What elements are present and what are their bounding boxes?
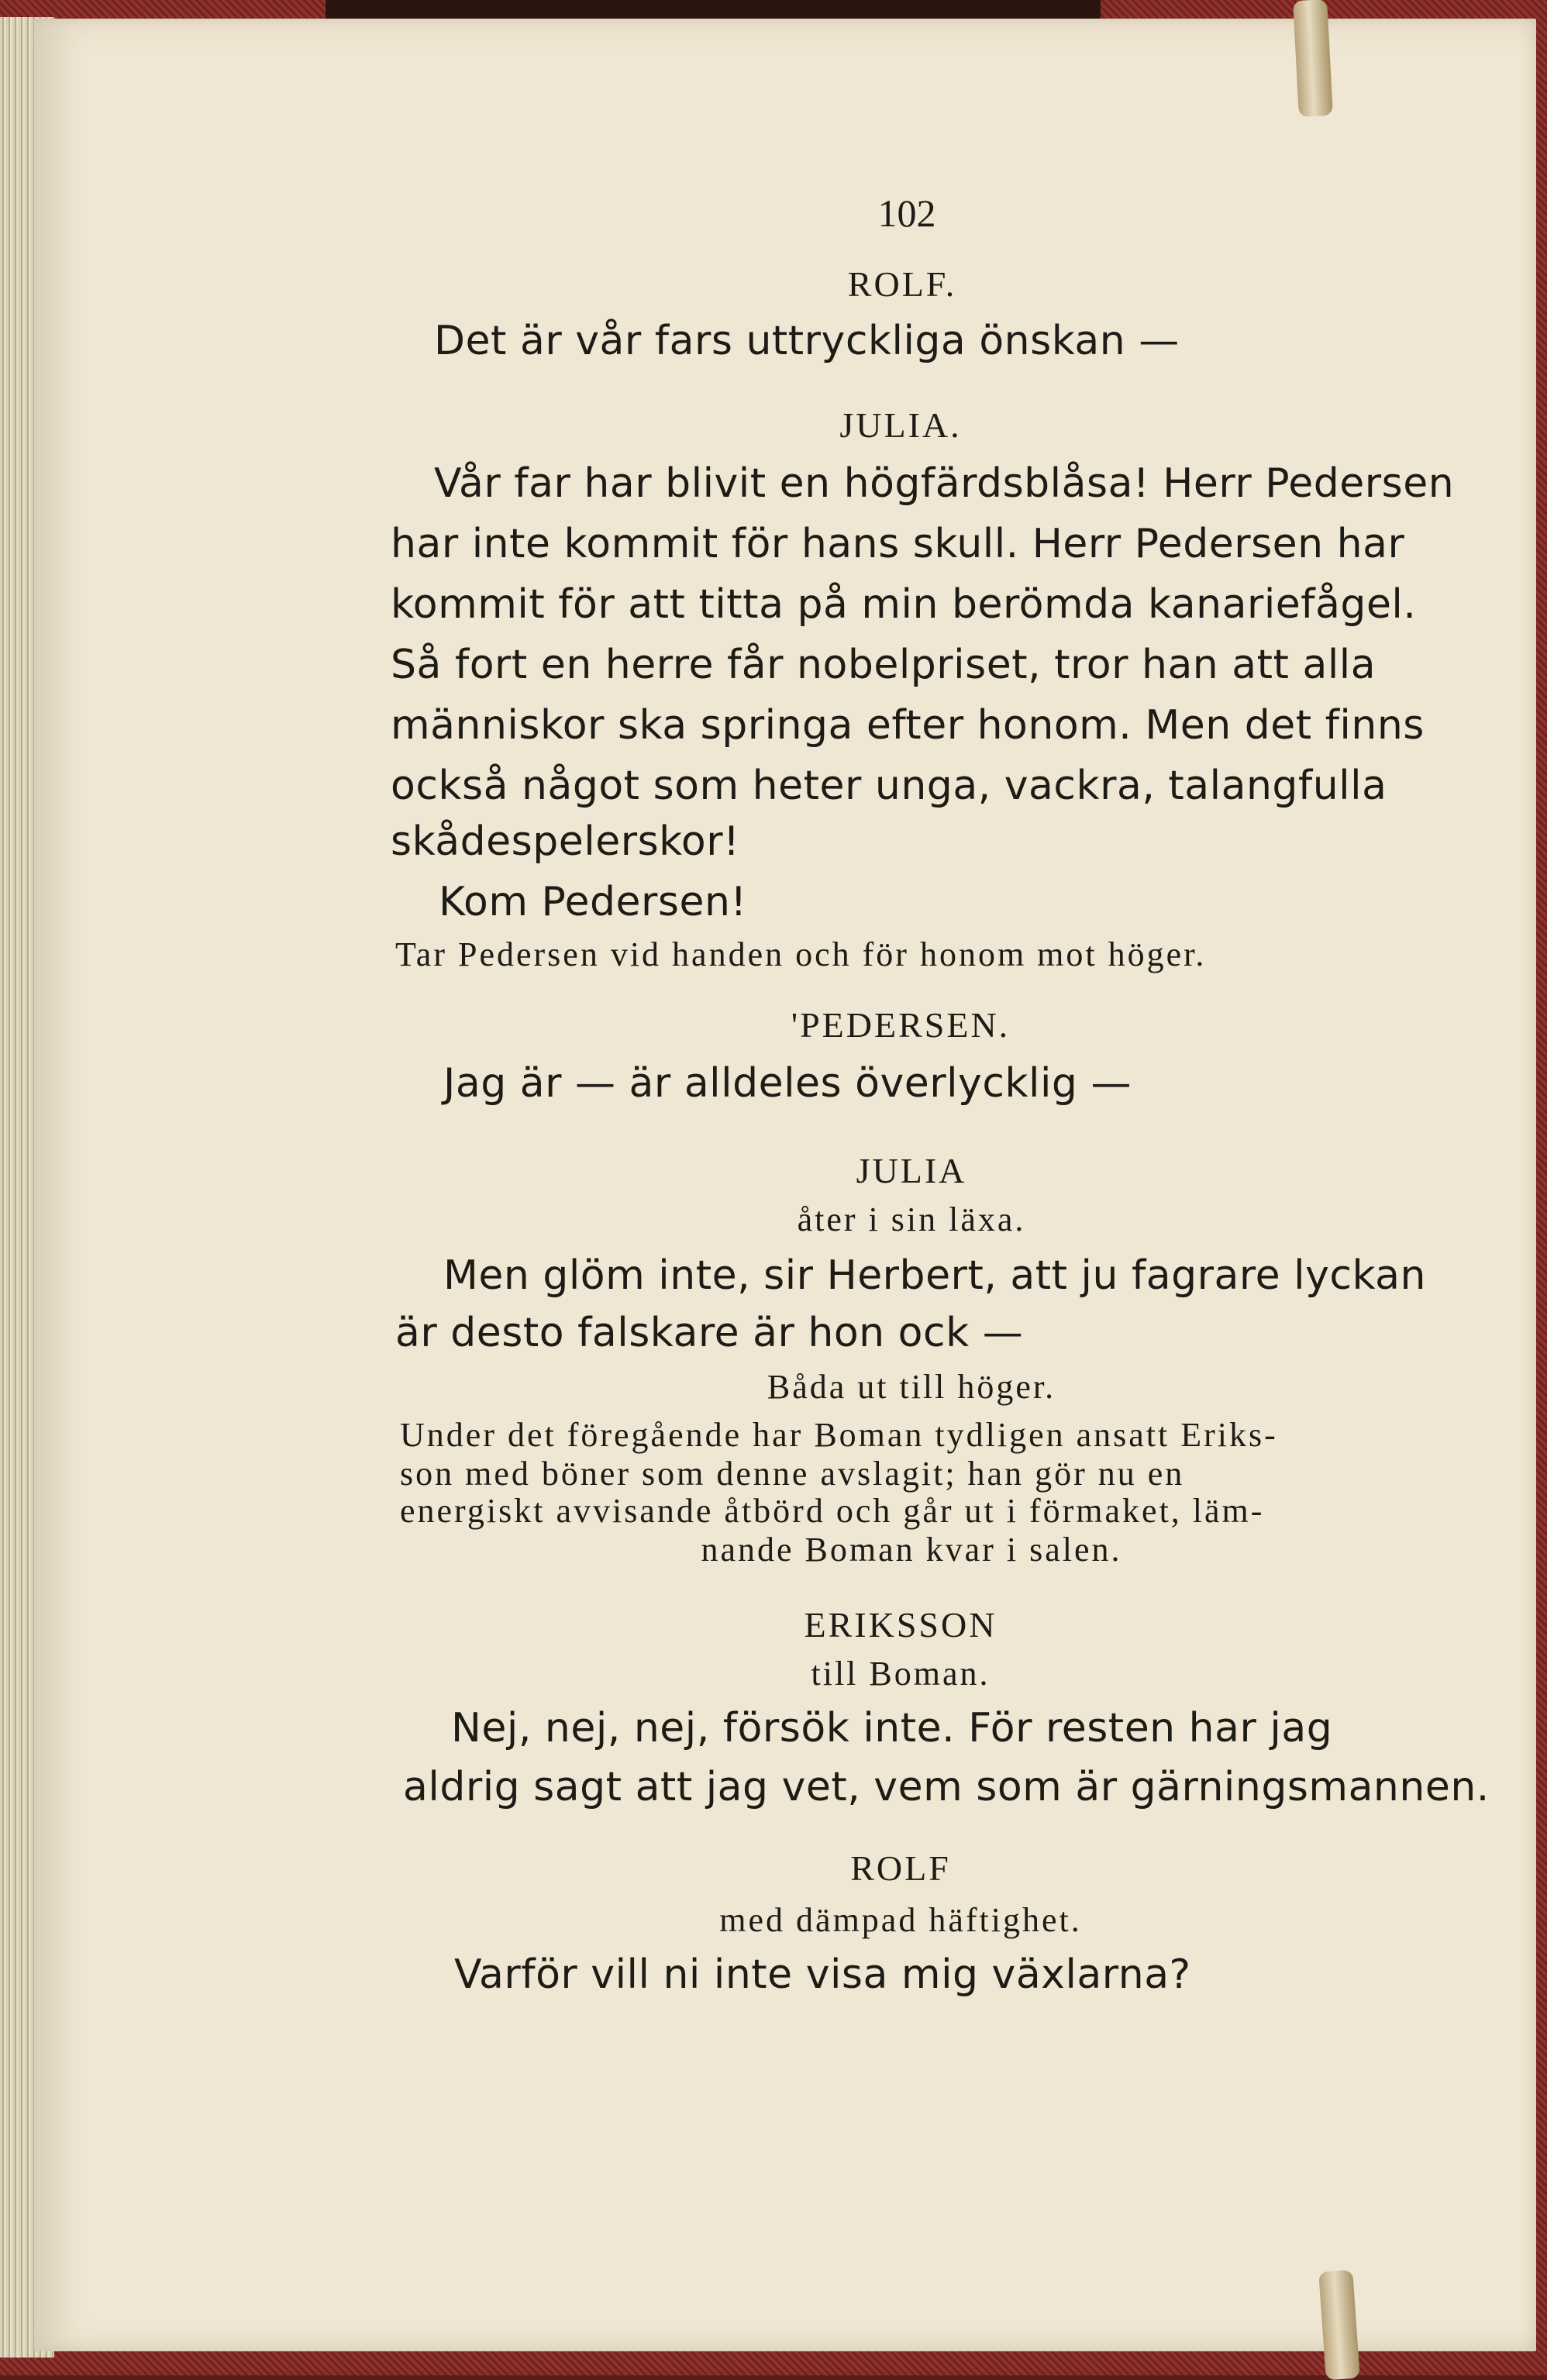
speaker-pedersen: 'PEDERSEN. xyxy=(791,1005,1011,1045)
dialogue-line: är desto falskare är hon ock — xyxy=(395,1310,1024,1356)
stage-direction: åter i sin läxa. xyxy=(797,1200,1026,1238)
stage-direction: till Boman. xyxy=(811,1655,991,1693)
dialogue-line: Kom Pedersen! xyxy=(439,879,747,925)
dialogue-line: har inte kommit för hans skull. Herr Pedersen har xyxy=(391,521,1405,567)
dialogue-line: Men glöm inte, sir Herbert, att ju fagrare lyckan xyxy=(443,1252,1427,1299)
dialogue-line: Nej, nej, nej, försök inte. För resten har jag xyxy=(451,1705,1333,1751)
dialogue-line: aldrig sagt att jag vet, vem som är gärningsmannen. xyxy=(403,1764,1490,1810)
stage-direction: Under det föregående har Boman tydligen ansatt Eriks- xyxy=(400,1416,1278,1454)
page-number: 102 xyxy=(877,191,936,235)
dialogue-line: också något som heter unga, vackra, talangfulla xyxy=(391,763,1387,809)
speaker-eriksson: ERIKSSON xyxy=(804,1605,997,1645)
stage-direction: son med böner som denne avslagit; han gör nu en xyxy=(400,1455,1185,1493)
speaker-rolf: ROLF xyxy=(850,1848,951,1888)
bookmark-ribbon-top xyxy=(1293,0,1333,117)
dialogue-line: Det är vår fars uttryckliga önskan — xyxy=(434,318,1180,364)
stage-direction: energiskt avvisande åtbörd och går ut i förmaket, läm- xyxy=(400,1492,1265,1530)
stage-direction: nande Boman kvar i salen. xyxy=(701,1531,1122,1569)
dialogue-line: Jag är — är alldeles överlycklig — xyxy=(443,1060,1132,1107)
speaker-julia: JULIA xyxy=(856,1151,967,1190)
speaker-rolf: ROLF. xyxy=(847,264,957,304)
speaker-julia: JULIA. xyxy=(839,405,962,445)
stage-direction: Tar Pedersen vid handen och för honom mot höger. xyxy=(395,935,1207,973)
stage-direction: med dämpad häftighet. xyxy=(719,1901,1082,1939)
dialogue-line: Vår far har blivit en högfärdsblåsa! Herr Pedersen xyxy=(434,460,1455,507)
dialogue-line: Så fort en herre får nobelpriset, tror han att alla xyxy=(391,642,1376,688)
dialogue-line: kommit för att titta på min berömda kanariefågel. xyxy=(391,581,1417,628)
dialogue-line: skådespelerskor! xyxy=(391,818,740,865)
stage-direction: Båda ut till höger. xyxy=(767,1368,1056,1406)
dialogue-line: Varför vill ni inte visa mig växlarna? xyxy=(454,1951,1191,1998)
dialogue-line: människor ska springa efter honom. Men det finns xyxy=(391,702,1425,749)
